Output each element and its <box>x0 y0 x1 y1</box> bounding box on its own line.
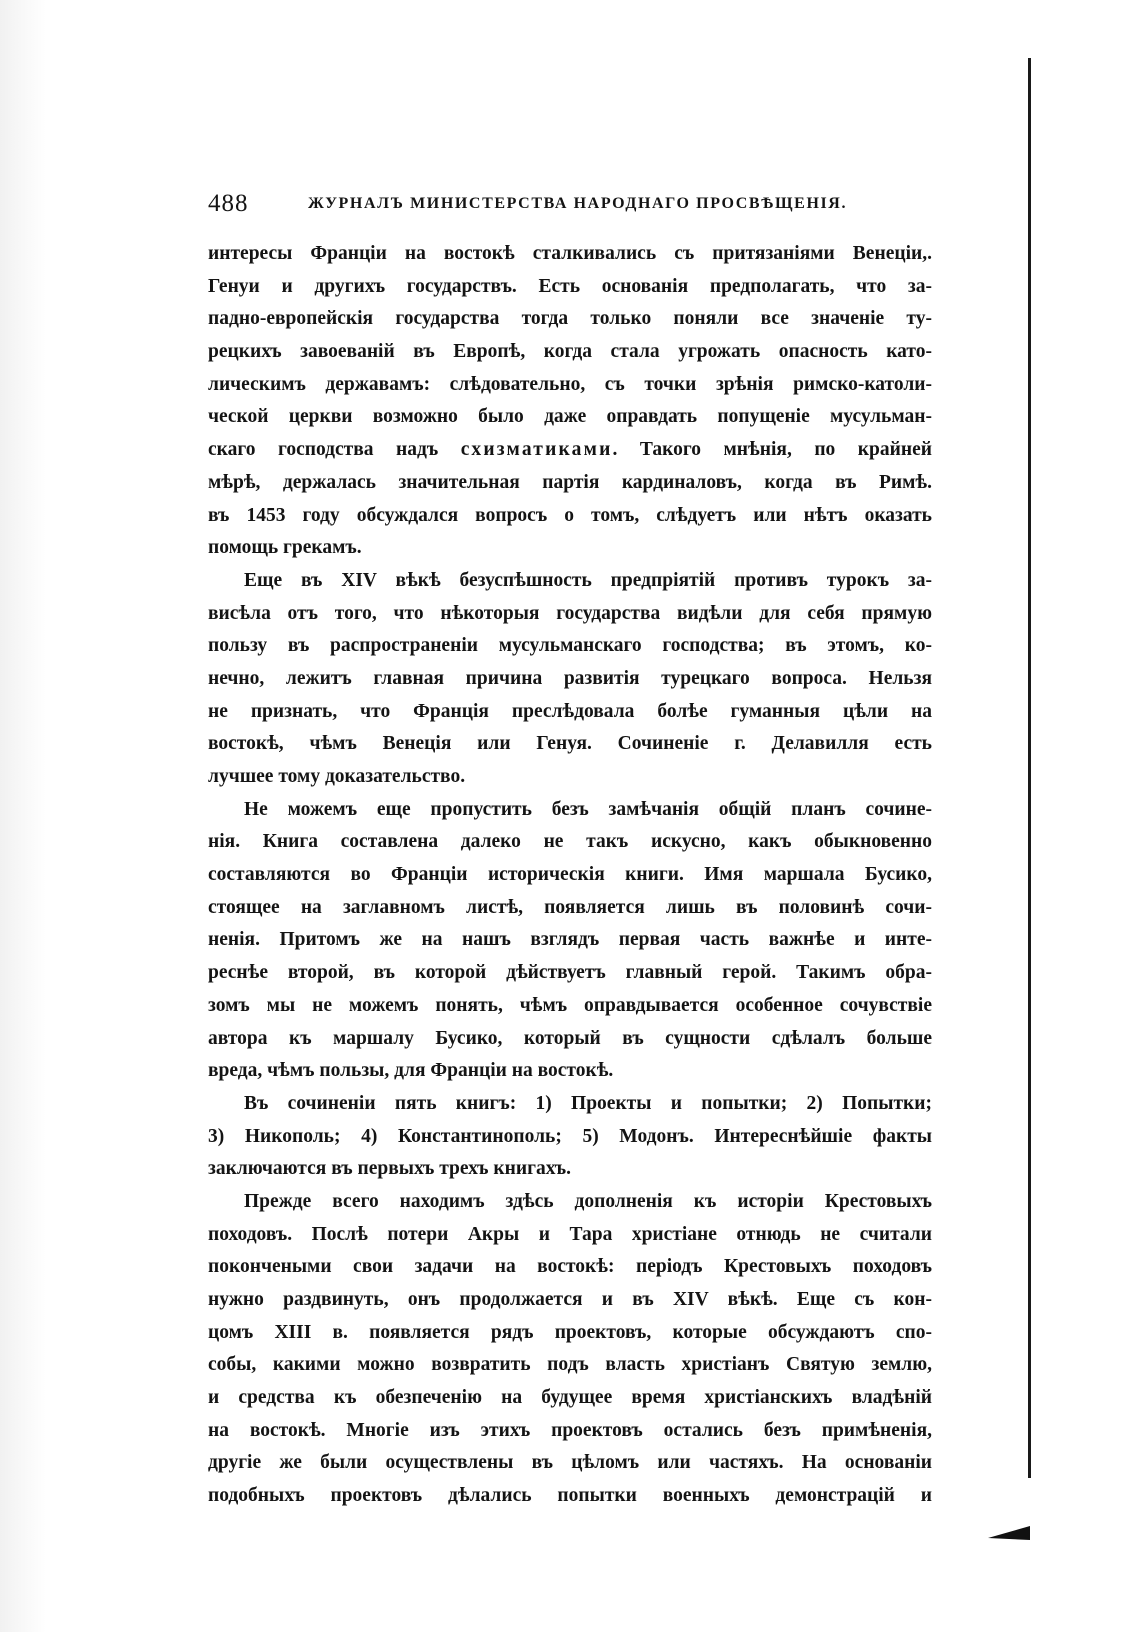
text-line: походовъ. Послѣ потери Акры и Тара христіане отнюдь не считали <box>208 1223 932 1245</box>
text-line: рецкихъ завоеваній въ Европѣ, когда стала угрожать опасность като- <box>208 341 932 363</box>
text-line: Прежде всего находимъ здѣсь дополненія къ исторіи Крестовыхъ <box>244 1190 932 1212</box>
text-line: на востокѣ. Многіе изъ этихъ проектовъ остались безъ примѣненія, <box>208 1419 932 1441</box>
text-line: Генуи и другихъ государствъ. Есть основанія предполагать, что за- <box>208 275 932 297</box>
text-line: лическимъ державамъ: слѣдовательно, съ точки зрѣнія римско-католи- <box>208 373 932 395</box>
paragraph-5 <box>208 1186 932 1513</box>
page-header <box>208 190 932 222</box>
text-line: Не можемъ еще пропустить безъ замѣчанія общій планъ сочине- <box>244 798 932 820</box>
text-line: собы, какими можно возвратить подъ власть христіанъ Святую землю, <box>208 1354 932 1376</box>
text-line: стоящее на заглавномъ листѣ, появляется лишь въ половинѣ сочи- <box>208 896 932 918</box>
text-line: покончеными свои задачи на востокѣ: періодъ Крестовыхъ походовъ <box>208 1256 932 1278</box>
text-line: цомъ XIII в. появляется рядъ проектовъ, которые обсуждаютъ спо- <box>208 1321 932 1343</box>
text-line: падно-европейскія государства тогда только поняли все значеніе ту- <box>208 308 932 330</box>
text-line: реснѣе второй, въ которой дѣйствуетъ главный герой. Такимъ обра- <box>208 962 932 984</box>
text-line: составляются во Франціи историческія книги. Имя маршала Бусико, <box>208 864 932 886</box>
text-line: автора къ маршалу Бусико, который въ сущности сдѣлалъ больше <box>208 1027 932 1049</box>
text-line: мѣрѣ, держалась значительная партія кардиналовъ, когда въ Римѣ. <box>208 471 932 493</box>
text-line: нужно раздвинуть, онъ продолжается и въ XIV вѣкѣ. Еще съ кон- <box>208 1289 932 1310</box>
text-line: зомъ мы не можемъ понять, чѣмъ оправдывается особенное сочувствіе <box>208 994 932 1016</box>
scan-right-edge-line <box>1028 58 1031 1478</box>
paragraph-2 <box>208 565 932 794</box>
text-line: подобныхъ проектовъ дѣлались попытки военныхъ демонстрацій и <box>208 1485 932 1507</box>
body-text <box>208 238 932 1513</box>
text-line: ческой церкви возможно было даже оправдать попущеніе мусульман- <box>208 406 932 428</box>
text-line: вреда, чѣмъ пользы, для Франціи на востокѣ. <box>208 1060 614 1082</box>
paragraph-1 <box>208 238 932 565</box>
running-head: ЖУРНАЛЪ МИНИСТЕРСТВА НАРОДНАГО ПРОСВѢЩЕНІЯ. <box>308 195 848 212</box>
scan-left-shade <box>0 0 46 1632</box>
text-line: 3) Никополь; 4) Константинополь; 5) Модонъ. Интереснѣйшіе факты <box>208 1125 932 1147</box>
text-line: пользу въ распространеніи мусульманскаго господства; въ этомъ, ко- <box>208 635 932 657</box>
scan-corner-mark <box>988 1526 1030 1540</box>
text-line: помощь грекамъ. <box>208 537 362 559</box>
text-segment: . Такого мнѣнія, по крайней <box>612 439 932 461</box>
text-line: заключаются въ первыхъ трехъ книгахъ. <box>208 1158 571 1180</box>
paragraph-3 <box>208 794 932 1088</box>
spaced-emphasis: схизматиками <box>460 439 613 461</box>
text-line: висѣла отъ того, что нѣкоторыя государства видѣли для себя прямую <box>208 602 932 624</box>
text-line: лучшее тому доказательство. <box>208 766 466 787</box>
text-line: нечно, лежитъ главная причина развитія турецкаго вопроса. Нельзя <box>208 667 932 689</box>
text-line: Въ сочиненіи пять книгъ: 1) Проекты и попытки; 2) Попытки; <box>244 1092 932 1114</box>
text-line: не признать, что Франція преслѣдовала болѣе гуманныя цѣли на <box>208 700 932 722</box>
text-line: и средства къ обезпеченію на будущее время христіанскихъ владѣній <box>208 1387 932 1409</box>
page-number: 488 <box>208 190 249 217</box>
text-line: въ 1453 году обсуждался вопросъ о томъ, слѣдуетъ или нѣтъ оказать <box>208 504 932 526</box>
text-line: нія. Книга составлена далеко не такъ искусно, какъ обыкновенно <box>208 831 932 853</box>
text-line: востокѣ, чѣмъ Венеція или Генуя. Сочиненіе г. Делавилля есть <box>208 733 932 755</box>
text-segment: скаго господства надъ <box>208 439 439 461</box>
text-line: ненія. Притомъ же на нашъ взглядъ первая часть важнѣе и инте- <box>208 929 932 951</box>
paragraph-4 <box>208 1088 932 1186</box>
text-line-with-emphasis <box>208 434 932 467</box>
text-line: интересы Франціи на востокѣ сталкивались съ притязаніями Венеціи,. <box>208 243 932 264</box>
text-line: другіе же были осуществлены въ цѣломъ или частяхъ. На основаніи <box>208 1452 932 1474</box>
text-line: Еще въ XIV вѣкѣ безуспѣшность предпріятій противъ турокъ за- <box>244 569 932 591</box>
